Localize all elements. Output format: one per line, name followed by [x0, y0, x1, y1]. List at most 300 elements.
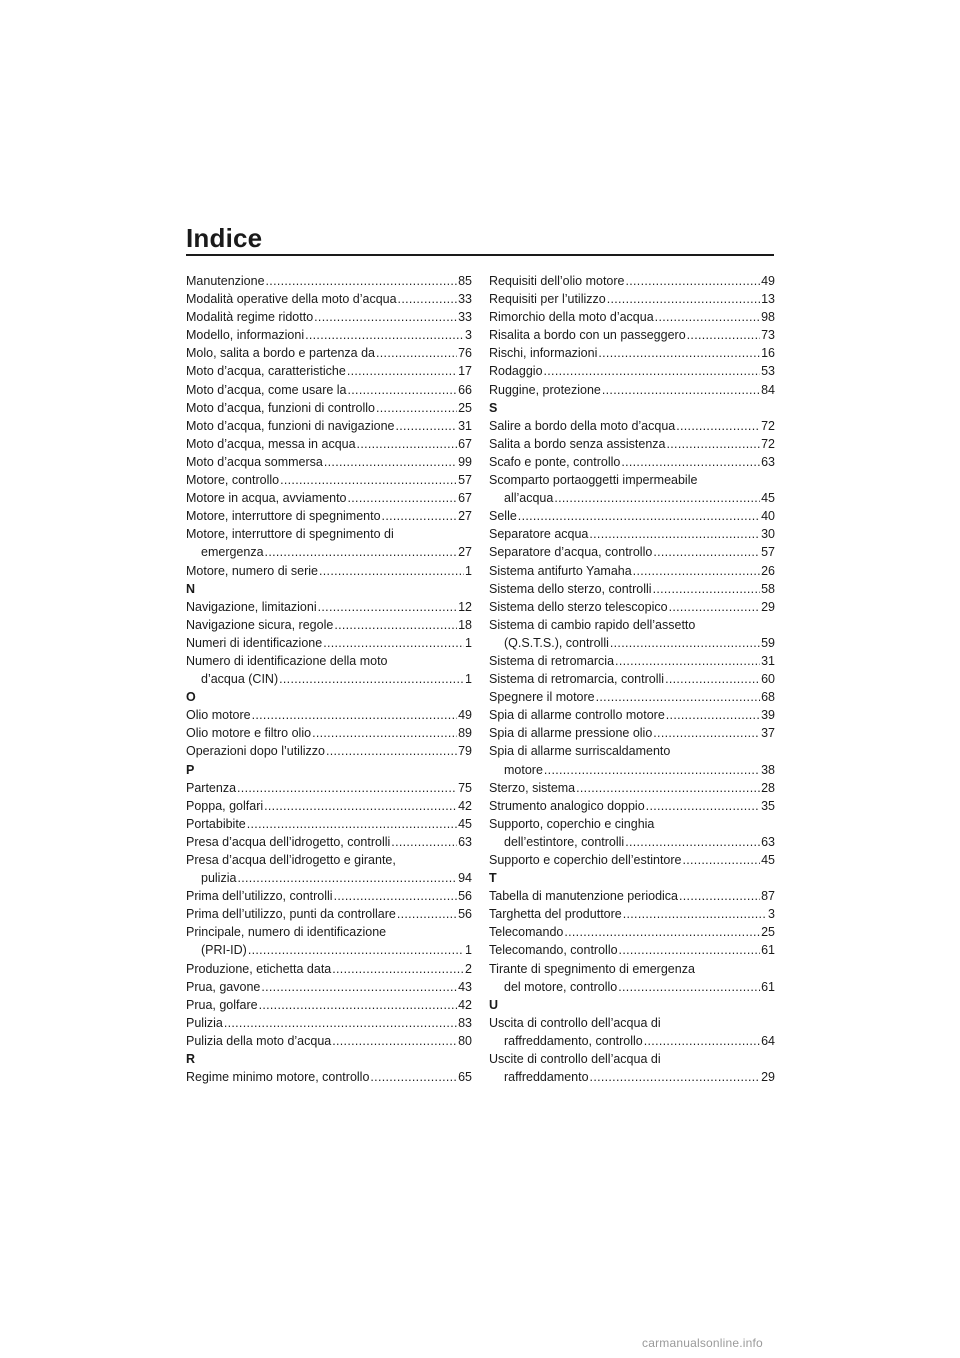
entry-term: Separatore acqua: [489, 527, 589, 542]
index-entry: [186, 308, 472, 326]
entry-page: 76: [458, 346, 472, 361]
dot-leader: [646, 797, 760, 815]
dot-leader: [644, 1032, 760, 1050]
title-divider: [186, 254, 774, 256]
index-entry: [186, 290, 472, 308]
entry-term: Moto d’acqua sommersa: [186, 454, 323, 469]
entry-page: 63: [761, 454, 775, 469]
index-entry: [489, 362, 775, 380]
dot-leader: [224, 1014, 457, 1032]
index-entry-first-line: Supporto, coperchio e cinghia: [489, 816, 655, 831]
section-letter: O: [186, 690, 196, 705]
entry-page: 35: [761, 798, 775, 813]
index-entry: [489, 580, 775, 598]
entry-term: Prima dell’utilizzo, controlli: [186, 889, 333, 904]
entry-term: raffreddamento: [504, 1070, 589, 1085]
dot-leader: [395, 417, 457, 435]
dot-leader: [398, 290, 458, 308]
entry-term: Sistema di retromarcia, controlli: [489, 672, 665, 687]
entry-term: Sistema antifurto Yamaha: [489, 563, 632, 578]
entry-term: Olio motore e filtro olio: [186, 726, 312, 741]
entry-page: 98: [761, 310, 775, 325]
entry-page: 42: [458, 798, 472, 813]
index-entry: [186, 905, 472, 923]
entry-term: Numeri di identificazione: [186, 635, 323, 650]
index-entry: [186, 598, 472, 616]
entry-page: 1: [465, 563, 472, 578]
entry-term: Telecomando, controllo: [489, 943, 618, 958]
entry-page: 27: [458, 509, 472, 524]
entry-page: 61: [761, 943, 775, 958]
index-entry: [489, 724, 775, 742]
index-entry: [186, 362, 472, 380]
entry-term: Prima dell’utilizzo, punti da controllare: [186, 907, 396, 922]
dot-leader: [667, 435, 761, 453]
entry-term: Motore in acqua, avviamento: [186, 491, 347, 506]
index-entry-continuation: [186, 670, 472, 688]
entry-page: 31: [458, 418, 472, 433]
index-entry: [186, 326, 472, 344]
index-entry: [186, 399, 472, 417]
entry-page: 16: [761, 346, 775, 361]
index-entry: [186, 562, 472, 580]
entry-page: 99: [458, 454, 472, 469]
dot-leader: [332, 1032, 457, 1050]
index-entry: [186, 417, 472, 435]
entry-term: Motore, numero di serie: [186, 563, 319, 578]
dot-leader: [326, 742, 457, 760]
entry-term: Prua, gavone: [186, 979, 261, 994]
entry-page: 1: [465, 672, 472, 687]
entry-page: 2: [465, 961, 472, 976]
entry-term: Produzione, etichetta data: [186, 961, 332, 976]
entry-page: 26: [761, 563, 775, 578]
dot-leader: [391, 833, 457, 851]
entry-term: Sistema di retromarcia: [489, 653, 615, 668]
entry-page: 67: [458, 491, 472, 506]
section-letter: S: [489, 400, 498, 415]
entry-page: 29: [761, 599, 775, 614]
entry-term: Pulizia: [186, 1015, 223, 1030]
dot-leader: [619, 941, 761, 959]
dot-leader: [633, 562, 760, 580]
entry-page: 45: [761, 491, 775, 506]
section-letter: U: [489, 997, 499, 1012]
entry-page: 33: [458, 310, 472, 325]
dot-leader: [247, 815, 457, 833]
dot-leader: [324, 453, 457, 471]
index-entry-first-line: Tirante di spegnimento di emergenza: [489, 961, 695, 976]
index-entry-first-line: Motore, interruttore di spegnimento di: [186, 527, 394, 542]
entry-term: Motore, interruttore di spegnimento: [186, 509, 381, 524]
entry-term: Selle: [489, 509, 517, 524]
dot-leader: [323, 634, 464, 652]
index-entry-first-line: Numero di identificazione della moto: [186, 653, 388, 668]
entry-term: Telecomando: [489, 925, 564, 940]
index-entry: [186, 706, 472, 724]
index-entry: [186, 996, 472, 1014]
entry-page: 85: [458, 274, 472, 288]
entry-term: Regime minimo motore, controllo: [186, 1070, 370, 1085]
dot-leader: [259, 996, 458, 1014]
dot-leader: [610, 634, 760, 652]
index-entry: [489, 905, 775, 923]
dot-leader: [687, 326, 760, 344]
index-entry: [186, 1068, 472, 1086]
dot-leader: [264, 797, 457, 815]
entry-page: 83: [458, 1015, 472, 1030]
entry-page: 43: [458, 979, 472, 994]
index-entry: [489, 652, 775, 670]
dot-leader: [653, 543, 760, 561]
entry-page: 72: [761, 436, 775, 451]
index-entry: [186, 507, 472, 525]
dot-leader: [334, 887, 458, 905]
dot-leader: [653, 724, 760, 742]
dot-leader: [279, 670, 464, 688]
entry-page: 56: [458, 907, 472, 922]
index-entry: [489, 507, 775, 525]
entry-term: (Q.S.T.S.), controlli: [504, 635, 609, 650]
dot-leader: [679, 887, 760, 905]
dot-leader: [305, 326, 464, 344]
index-entry-first-line: Presa d’acqua dell’idrogetto e girante,: [186, 853, 396, 867]
dot-leader: [518, 507, 760, 525]
entry-page: 79: [458, 744, 472, 759]
index-entry-first-line: Spia di allarme surriscaldamento: [489, 744, 671, 759]
index-entry: [186, 960, 472, 978]
index-entry: [186, 435, 472, 453]
dot-leader: [665, 670, 760, 688]
dot-leader: [248, 941, 464, 959]
dot-leader: [682, 851, 760, 869]
dot-leader: [576, 779, 760, 797]
entry-page: 12: [458, 599, 472, 614]
page-title: Indice: [186, 223, 263, 253]
entry-page: 28: [761, 780, 775, 795]
entry-term: Strumento analogico doppio: [489, 798, 645, 813]
entry-page: 60: [761, 672, 775, 687]
index-entry-first-line: Principale, numero di identificazione: [186, 925, 387, 940]
index-entry: [186, 1032, 472, 1050]
index-entry: [186, 471, 472, 489]
index-entry: [186, 724, 472, 742]
dot-leader: [261, 978, 457, 996]
index-entry: [186, 815, 472, 833]
entry-page: 68: [761, 690, 775, 705]
entry-page: 73: [761, 328, 775, 343]
entry-page: 75: [458, 780, 472, 795]
dot-leader: [382, 507, 458, 525]
entry-page: 72: [761, 418, 775, 433]
index-entry-continuation: [186, 543, 472, 561]
dot-leader: [625, 833, 760, 851]
dot-leader: [544, 362, 761, 380]
entry-term: Supporto e coperchio dell’estintore: [489, 853, 682, 867]
entry-term: Manutenzione: [186, 274, 265, 288]
entry-term: Modalità operative della moto d’acqua: [186, 292, 397, 307]
entry-term: del motore, controllo: [504, 979, 618, 994]
entry-term: Scafo e ponte, controllo: [489, 454, 621, 469]
dot-leader: [312, 724, 457, 742]
index-entry: [186, 616, 472, 634]
entry-page: 18: [458, 617, 472, 632]
entry-term: motore: [504, 762, 543, 777]
entry-term: (PRI-ID): [201, 943, 247, 958]
entry-page: 58: [761, 581, 775, 596]
index-entry: [489, 670, 775, 688]
index-entry-continuation: [489, 634, 775, 652]
dot-leader: [666, 706, 760, 724]
entry-term: Targhetta del produttore: [489, 907, 622, 922]
entry-term: Requisiti per l’utilizzo: [489, 292, 606, 307]
index-column-right: [489, 272, 775, 1086]
index-entry: [186, 272, 472, 290]
entry-term: Moto d’acqua, funzioni di controllo: [186, 400, 376, 415]
index-entry: [489, 779, 775, 797]
index-entry-continuation: [489, 978, 775, 996]
entry-term: Moto d’acqua, come usare la: [186, 382, 347, 397]
index-entry-continuation: [489, 1032, 775, 1050]
index-entry: [489, 887, 775, 905]
entry-page: 25: [458, 400, 472, 415]
dot-leader: [334, 616, 457, 634]
index-entry: [489, 344, 775, 362]
entry-term: Spia di allarme controllo motore: [489, 708, 665, 723]
entry-page: 63: [458, 834, 472, 849]
dot-leader: [376, 399, 457, 417]
entry-page: 30: [761, 527, 775, 542]
index-entry: [489, 797, 775, 815]
dot-leader: [596, 688, 760, 706]
entry-term: raffreddamento, controllo: [504, 1033, 643, 1048]
dot-leader: [370, 1068, 457, 1086]
index-entry: [186, 381, 472, 399]
dot-leader: [676, 417, 760, 435]
entry-term: Prua, golfare: [186, 997, 258, 1012]
entry-term: Pulizia della moto d’acqua: [186, 1033, 332, 1048]
index-entry: [489, 923, 775, 941]
dot-leader: [625, 272, 760, 290]
dot-leader: [357, 435, 458, 453]
index-entry: [489, 290, 775, 308]
entry-term: Rodaggio: [489, 364, 543, 379]
index-entry: [489, 435, 775, 453]
dot-leader: [564, 923, 760, 941]
entry-page: 65: [458, 1070, 472, 1085]
index-entry: [489, 272, 775, 290]
entry-term: Partenza: [186, 780, 237, 795]
index-entry-first-line: Sistema di cambio rapido dell’assetto: [489, 617, 696, 632]
entry-term: Spegnere il motore: [489, 690, 595, 705]
entry-term: Tabella di manutenzione periodica: [489, 889, 679, 904]
dot-leader: [669, 598, 761, 616]
index-entry: [186, 833, 472, 851]
index-entry-continuation: [186, 941, 472, 959]
entry-page: 45: [458, 816, 472, 831]
entry-page: 53: [761, 364, 775, 379]
index-entry: [186, 344, 472, 362]
entry-term: Sistema dello sterzo, controlli: [489, 581, 652, 596]
entry-page: 38: [761, 762, 775, 777]
index-entry: [489, 308, 775, 326]
entry-page: 33: [458, 292, 472, 307]
entry-page: 49: [458, 708, 472, 723]
entry-term: Molo, salita a bordo e partenza da: [186, 346, 376, 361]
dot-leader: [598, 344, 760, 362]
entry-page: 1: [465, 943, 472, 958]
section-letter: P: [186, 762, 195, 777]
index-entry: [186, 978, 472, 996]
entry-term: dell’estintore, controlli: [504, 834, 625, 849]
section-letter: T: [489, 871, 497, 886]
entry-term: all’acqua: [504, 491, 554, 506]
dot-leader: [607, 290, 760, 308]
section-letter: R: [186, 1052, 196, 1067]
index-entry-continuation: [489, 761, 775, 779]
entry-term: Rimorchio della moto d’acqua: [489, 310, 654, 325]
dot-leader: [376, 344, 457, 362]
dot-leader: [589, 525, 760, 543]
entry-term: Separatore d’acqua, controllo: [489, 545, 653, 560]
index-entry: [489, 543, 775, 561]
entry-term: Requisiti dell’olio motore: [489, 274, 625, 288]
dot-leader: [237, 779, 457, 797]
dot-leader: [615, 652, 760, 670]
index-entry-continuation: [489, 489, 775, 507]
entry-term: Olio motore: [186, 708, 251, 723]
index-entry: [186, 887, 472, 905]
index-entry: [186, 742, 472, 760]
entry-page: 3: [768, 907, 775, 922]
entry-page: 42: [458, 997, 472, 1012]
entry-term: Rischi, informazioni: [489, 346, 598, 361]
entry-page: 27: [458, 545, 472, 560]
entry-page: 94: [458, 871, 472, 886]
entry-page: 64: [761, 1033, 775, 1048]
index-entry: [186, 1014, 472, 1032]
dot-leader: [347, 362, 457, 380]
dot-leader: [621, 453, 760, 471]
index-entry-first-line: Scomparto portaoggetti impermeabile: [489, 473, 698, 488]
entry-page: 1: [465, 635, 472, 650]
entry-page: 45: [761, 853, 775, 867]
entry-page: 49: [761, 274, 775, 288]
index-entry: [489, 417, 775, 435]
entry-page: 37: [761, 726, 775, 741]
index-entry: [489, 598, 775, 616]
entry-term: Poppa, golfari: [186, 798, 264, 813]
dot-leader: [314, 308, 457, 326]
index-entry: [489, 941, 775, 959]
index-entry-first-line: Uscita di controllo dell’acqua di: [489, 1015, 661, 1030]
entry-term: Portabibite: [186, 816, 246, 831]
dot-leader: [280, 471, 457, 489]
entry-term: d’acqua (CIN): [201, 672, 279, 687]
dot-leader: [554, 489, 760, 507]
dot-leader: [618, 978, 760, 996]
entry-page: 3: [465, 328, 472, 343]
index-entry: [489, 525, 775, 543]
entry-term: Modello, informazioni: [186, 328, 305, 343]
index-entry-continuation: [489, 833, 775, 851]
dot-leader: [397, 905, 457, 923]
entry-term: Navigazione sicura, regole: [186, 617, 334, 632]
entry-term: Presa d’acqua dell’idrogetto, controlli: [186, 834, 391, 849]
entry-term: Motore, controllo: [186, 473, 280, 488]
entry-page: 56: [458, 889, 472, 904]
entry-term: Operazioni dopo l’utilizzo: [186, 744, 325, 759]
entry-page: 89: [458, 726, 472, 741]
entry-term: Spia di allarme pressione olio: [489, 726, 653, 741]
entry-page: 87: [761, 889, 775, 904]
entry-page: 57: [458, 473, 472, 488]
index-entry: [489, 326, 775, 344]
entry-term: Sistema dello sterzo telescopico: [489, 599, 668, 614]
entry-page: 84: [761, 382, 775, 397]
entry-page: 80: [458, 1033, 472, 1048]
dot-leader: [623, 905, 767, 923]
section-letter: N: [186, 581, 196, 596]
dot-leader: [318, 598, 457, 616]
dot-leader: [348, 489, 458, 507]
entry-term: Salita a bordo senza assistenza: [489, 436, 666, 451]
entry-term: Modalità regime ridotto: [186, 310, 314, 325]
dot-leader: [653, 580, 761, 598]
entry-page: 13: [761, 292, 775, 307]
index-entry: [489, 851, 775, 869]
entry-page: 39: [761, 708, 775, 723]
dot-leader: [332, 960, 464, 978]
index-entry: [489, 706, 775, 724]
index-entry: [186, 779, 472, 797]
index-entry: [186, 453, 472, 471]
dot-leader: [544, 761, 760, 779]
entry-page: 57: [761, 545, 775, 560]
entry-page: 67: [458, 436, 472, 451]
entry-term: Salire a bordo della moto d’acqua: [489, 418, 676, 433]
dot-leader: [655, 308, 760, 326]
entry-term: pulizia: [201, 871, 237, 886]
entry-term: Risalita a bordo con un passeggero: [489, 328, 686, 343]
entry-page: 59: [761, 635, 775, 650]
index-column-left: [186, 272, 472, 1086]
index-entry: [489, 381, 775, 399]
entry-page: 40: [761, 509, 775, 524]
dot-leader: [265, 543, 458, 561]
entry-term: Moto d’acqua, caratteristiche: [186, 364, 346, 379]
dot-leader: [252, 706, 457, 724]
dot-leader: [319, 562, 464, 580]
footer-watermark: carmanualsonline.info: [642, 1336, 763, 1350]
index-entry-continuation: [186, 869, 472, 887]
entry-page: 17: [458, 364, 472, 379]
entry-term: Moto d’acqua, messa in acqua: [186, 436, 356, 451]
entry-page: 66: [458, 382, 472, 397]
dot-leader: [602, 381, 760, 399]
entry-term: Navigazione, limitazioni: [186, 599, 317, 614]
index-entry: [489, 688, 775, 706]
entry-term: Sterzo, sistema: [489, 780, 576, 795]
dot-leader: [348, 381, 458, 399]
index-entry: [186, 634, 472, 652]
entry-term: Ruggine, protezione: [489, 382, 601, 397]
entry-page: 63: [761, 834, 775, 849]
entry-term: Moto d’acqua, funzioni di navigazione: [186, 418, 395, 433]
index-entry-continuation: [489, 1068, 775, 1086]
index-entry: [489, 453, 775, 471]
entry-term: emergenza: [201, 545, 264, 560]
